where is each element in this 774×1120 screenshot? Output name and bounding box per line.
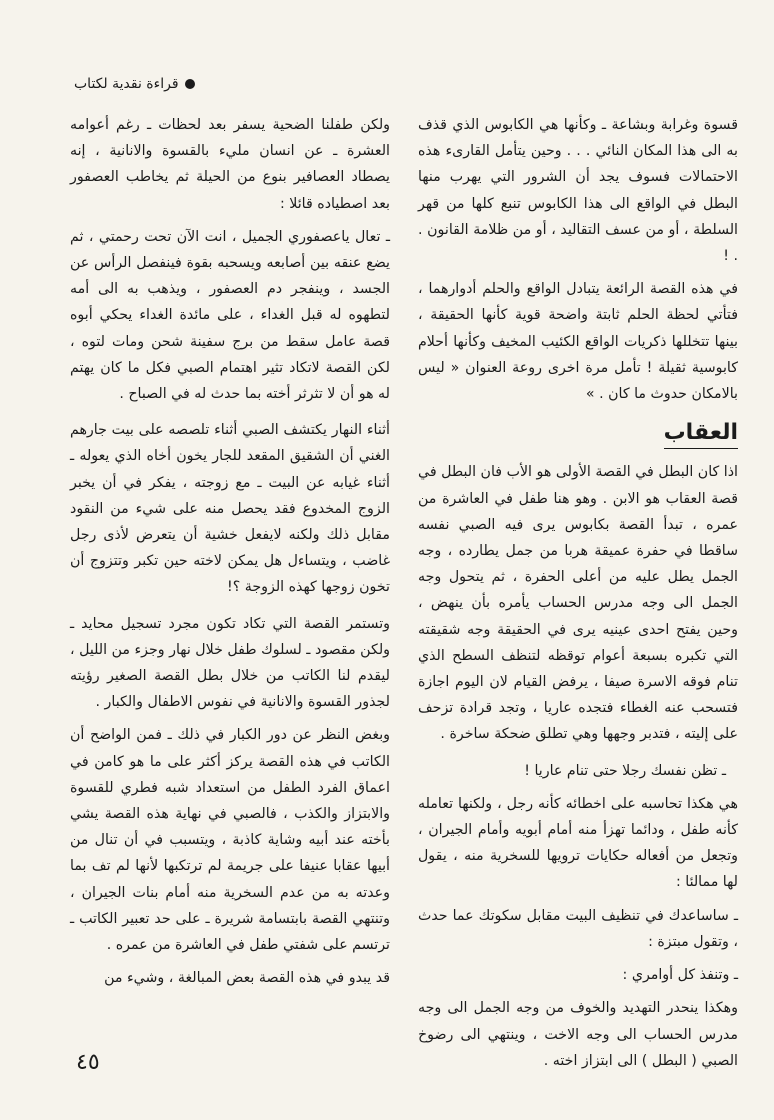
- paragraph: أثناء النهار يكتشف الصبي أثناء تلصصه على بيت جارهم الغني أن الشقيق المقعد للجار يخون أخاه الذي يعوله ـ أثناء غيابه عن البيت ـ مع زوجته ، يفكر في أن يخبر الزوج المخدوع فقد يحصل منه على شيء من النقود مقابل ذلك ولكنه لايفعل خشية أن يتعرض لأذى رجل غاضب ، ويتساءل هل يمكن لاخته حين تكبر وتتزوج أن تخون زوجها كهذه الزوجة ؟!: [70, 422, 390, 596]
- bullet-icon: [185, 79, 195, 89]
- paragraph: في هذه القصة الرائعة يتبادل الواقع والحلم أدوارهما ، فتأتي لحظة الحلم ثابتة واضحة قوية كأنها الحقيقة ، بينها تتخللها ذكريات الواقع الكئيب المخيف وكأنها أحلام كابوسية ثقيلة ! تأمل مرة اخرى روعة العنوان « ليس بالامكان حدوث ما كان . »: [418, 281, 738, 403]
- paragraph: وهكذا ينحدر التهديد والخوف من وجه الجمل الى وجه مدرس الحساب الى وجه الاخت ، وينتهي الى رضوخ الصبي ( البطل ) الى ابتزاز اخته .: [418, 1000, 738, 1069]
- paragraph: وبغض النظر عن دور الكبار في ذلك ـ فمن الواضح أن الكاتب في هذه القصة يركز أكثر على ما هو كامن في اعماق الفرد الطفل من استعداد شبه فطري للقسوة والابتزاز والكذب ، فالصبي في نهاية هذه القصة يشي بأخته عند أبيه وشاية كاذبة ، ويتسبب في أن تنال من أبيها عقابا عنيفا على جريمة لم ترتكبها لأنها لم تف بما وعدته به من عدم السخرية منه أمام بنات الجيران ، وتنتهي القصة بابتسامة شريرة ـ على حد تعبير الكاتب ـ ترتسم على شفتي طفل في العاشرة من عمره .: [70, 727, 390, 954]
- page-number: ٤٥: [76, 1050, 100, 1075]
- paragraph: ـ تعال ياعصفوري الجميل ، انت الآن تحت رحمتي ، ثم يضع عنقه بين أصابعه ويسحبه بقوة فينفصل الرأس عن الجسد ، وينفجر دم العصفور ، ويذهب به الى أمه لتطهوه له قبل الغداء ، على مائدة الغداء يحكي أبوه قصة عامل سقط من برج سفينة شحن ومات لتوه ، لكن القصة لاتكاد تثير اهتمام الصبي فكل ما كان يهتم له هو أن لا تثرثر أخته بما حدث له في الصباح .: [70, 228, 390, 403]
- paragraph: قد يبدو في هذه القصة بعض المبالغة ، وشيء من: [104, 970, 390, 987]
- section-heading: العقاب: [664, 420, 738, 449]
- paragraph: وتستمر القصة التي تكاد تكون مجرد تسجيل محايد ـ ولكن مقصود ـ لسلوك طفل خلال نهار وجزء من الليل ، ليقدم لنا الكاتب من خلال بطل القصة الصغير رؤيته لجذور القسوة والانانية في نفوس الاطفال والكبار .: [70, 615, 390, 711]
- left-column: [70, 112, 390, 999]
- paragraph: اذا كان البطل في القصة الأولى هو الأب فان البطل في قصة العقاب هو الابن . وهو هنا طفل في العاشرة من عمره ، تبدأ القصة بكابوس يرى فيه الصبي نفسه ساقطا في حفرة عميقة هربا من جمل يطارده ، وجه الجمل يطل عليه من أعلى الحفرة ، ثم يتحول وجه الجمل الى وجه مدرس الحساب يأمره بأن ينهض ، وحين يفتح احدى عينيه يرى في الحقيقة وجه شقيقته التي تكبره بسبعة أعوام توقظه لتنظف السطح الذي تنام فوقه الاسرة صيفا ، يرفض القيام لان اليوم اجازة فتسحب عنه الغطاء فتجده عاريا ، وتجد قرادة تزحف على إليته ، فتدبر وجهها وهي تطلق ضحكة ساخرة .: [418, 464, 738, 743]
- paragraph: قسوة وغرابة وبشاعة ـ وكأنها هي الكابوس الذي قذف به الى هذا المكان النائي . . . وحين يتأمل القارىء هذه الاحتمالات فسوف يجد أن الشرور التي يهرب منها البطل في الواقع الى هذا الكابوس تنبع كلها من قهر السلطة ، أو من عسف التقاليد ، أو من ظلامة القانون . . !: [418, 117, 738, 265]
- dialogue-line: ـ وتنفذ كل أوامري :: [622, 967, 738, 984]
- running-header: [74, 76, 195, 92]
- paragraph: هي هكذا تحاسبه على اخطائه كأنه رجل ، ولكنها تعامله كأنه طفل ، ودائما تهزأ منه أمام أبويه وأمام الجيران ، وتجعل من أفعاله حكايات ترويها للسخرية منه ، يقول لها ممالئا :: [418, 795, 738, 891]
- running-header-title: قراءة نقدية لكتاب: [74, 76, 179, 92]
- dialogue-line: ـ تظن نفسك رجلا حتى تنام عاريا !: [524, 762, 726, 779]
- right-column: [418, 112, 738, 1081]
- dialogue-line: ـ ساساعدك في تنظيف البيت مقابل سكوتك عما حدث ، وتقول مبتزة :: [418, 907, 738, 950]
- paragraph: ولكن طفلنا الضحية يسفر بعد لحظات ـ رغم أعوامه العشرة ـ عن انسان مليء بالقسوة والانانية ، إنه يصطاد العصافير بنوع من الحيلة ثم يخاطب العصفور بعد اصطياده قائلا :: [70, 117, 390, 212]
